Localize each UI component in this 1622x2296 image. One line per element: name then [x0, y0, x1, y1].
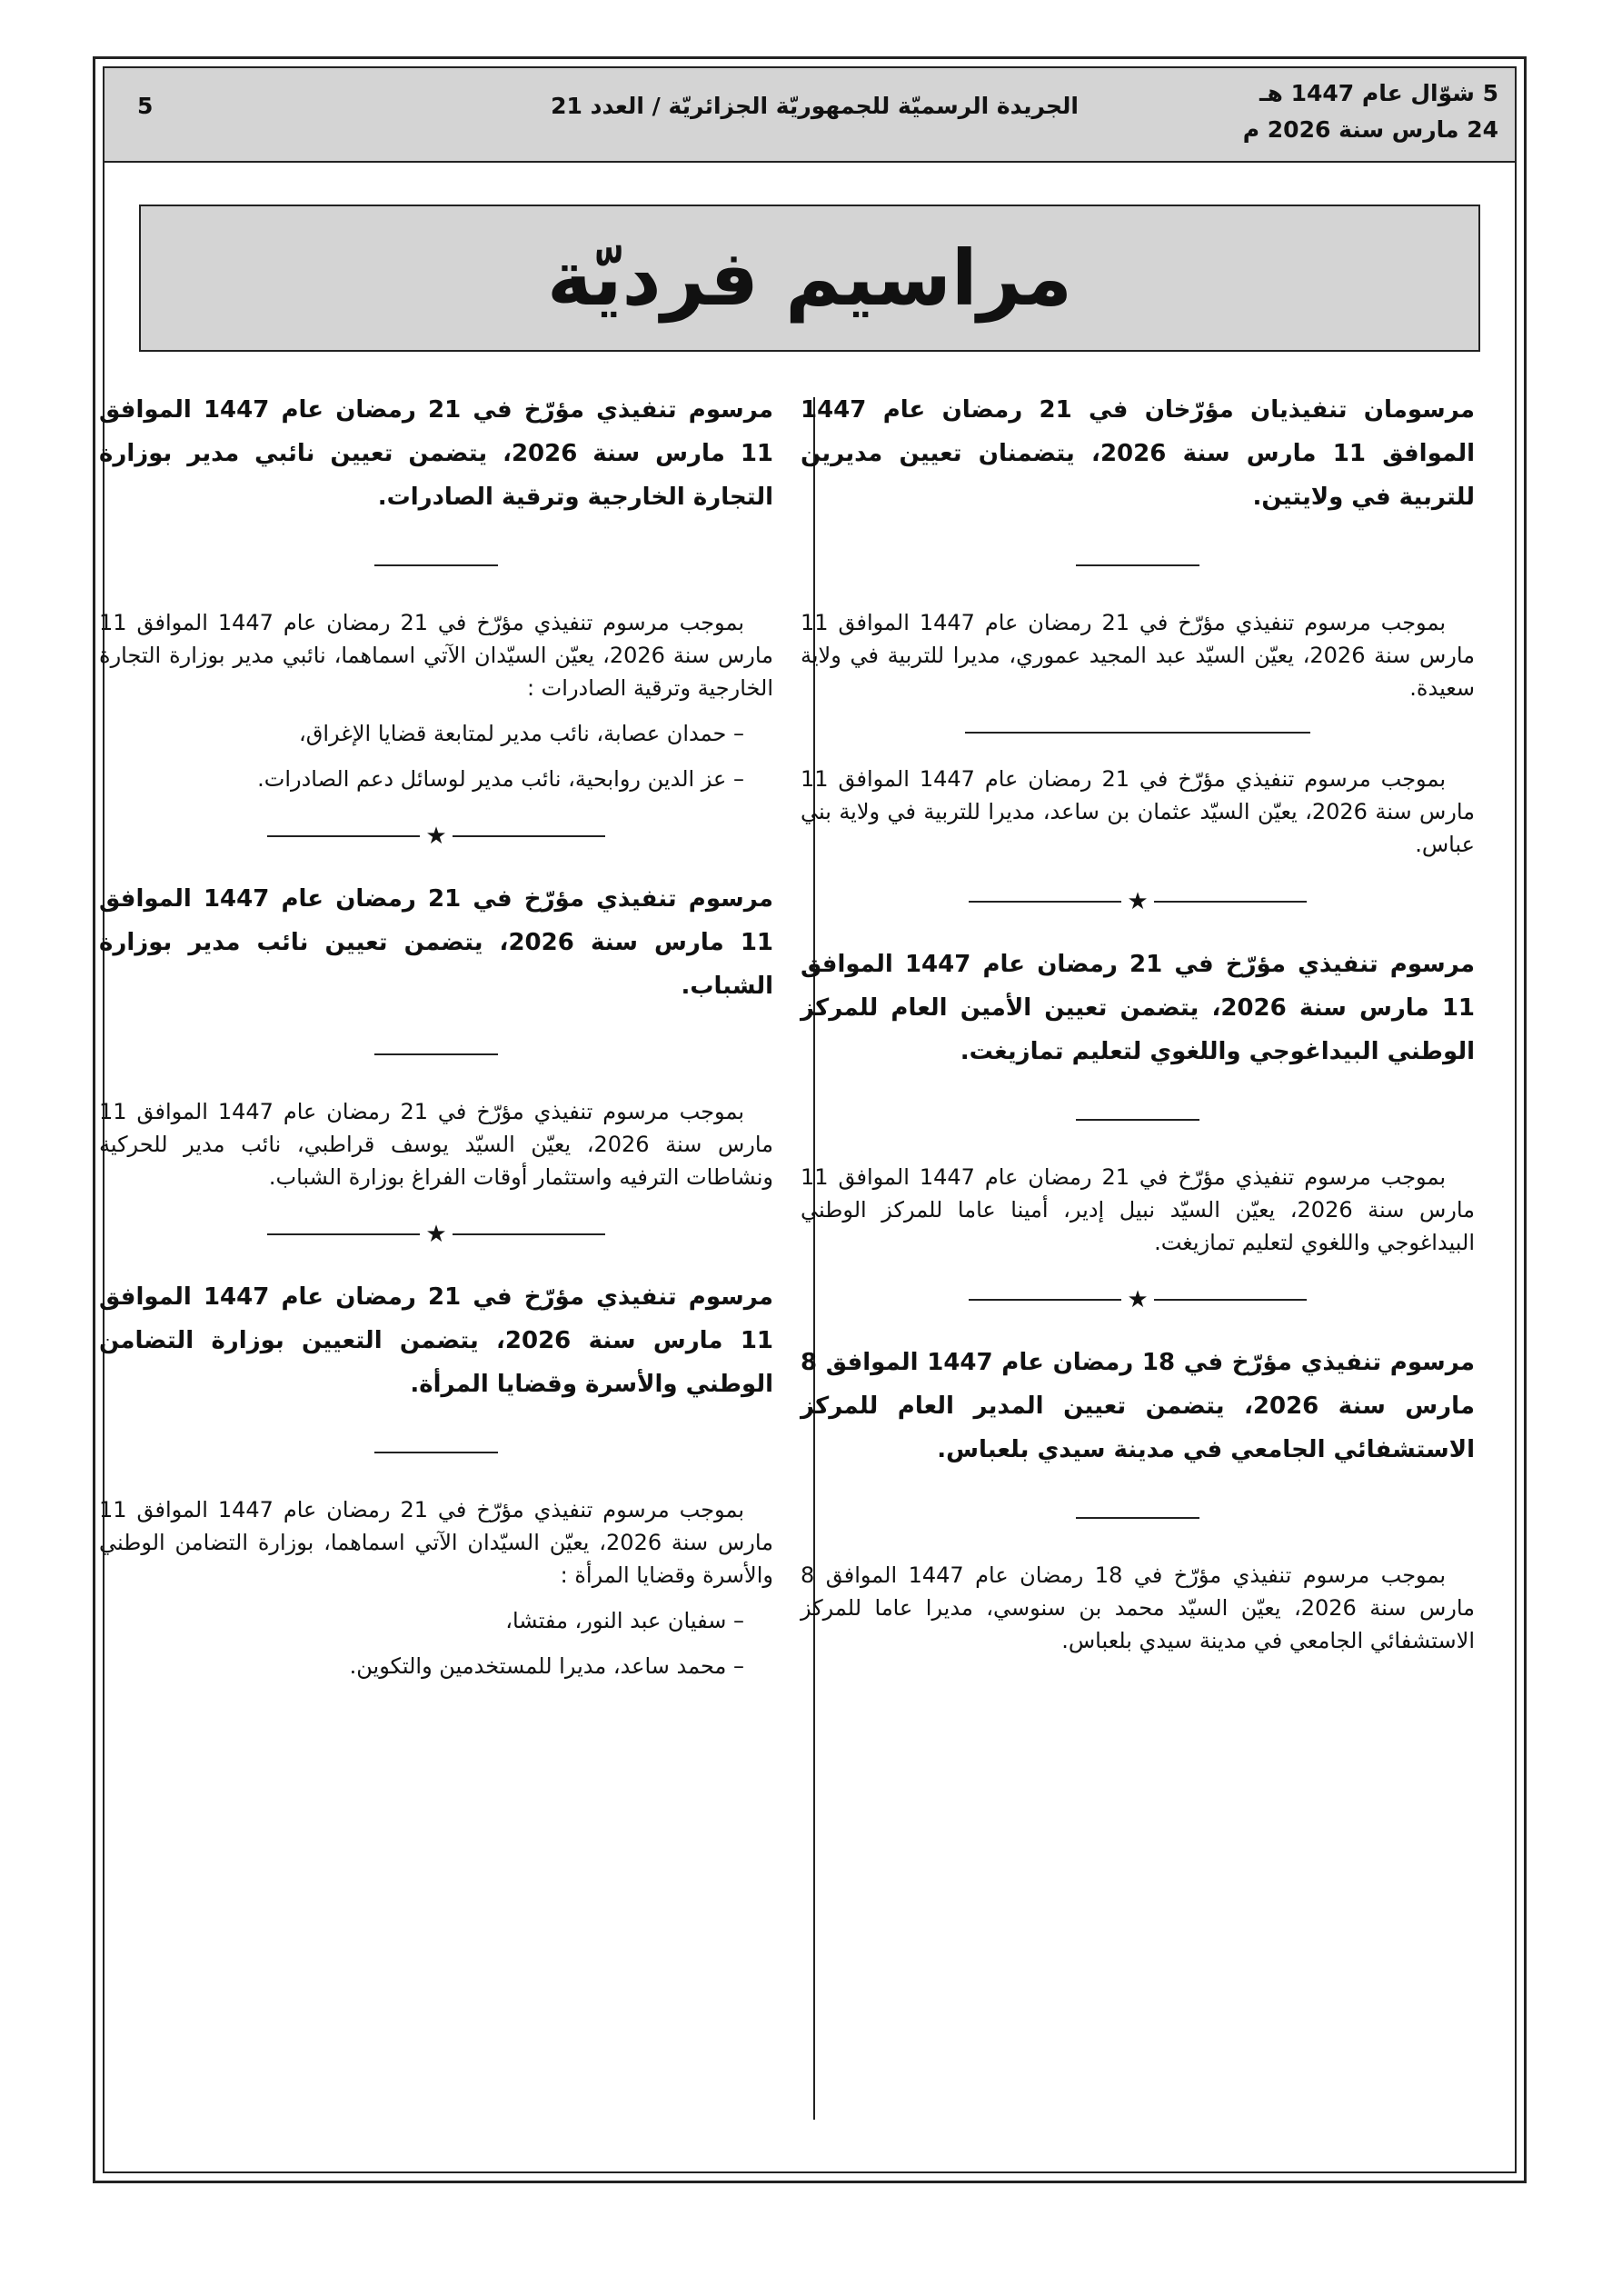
star-divider-line	[969, 901, 1121, 903]
list-item: – سفيان عبد النور، مفتشا،	[505, 1608, 744, 1633]
list-item: – حمدان عصابة، نائب مدير لمتابعة قضايا الإغراق،	[299, 721, 744, 746]
header-dates	[1243, 75, 1498, 148]
star-icon: ★	[1127, 1286, 1149, 1313]
decree-title: مرسوم تنفيذي مؤرّخ في 21 رمضان عام 1447 الموافق 11 مارس سنة 2026، يتضمن التعيين بوزارة التضامن الوطني والأسرة وقضايا المرأة.	[99, 1283, 774, 1398]
star-divider	[801, 1286, 1475, 1313]
decree-body: بموجب مرسوم تنفيذي مؤرّخ في 21 رمضان عام 1447 الموافق 11 مارس سنة 2026، يعيّن السيّد عبد المجيد عموري، مديرا للتربية في ولاية سعيدة.	[801, 610, 1476, 701]
list-item: – عز الدين روابحية، نائب مدير لوسائل دعم الصادرات.	[257, 766, 744, 792]
header-title: الجريدة الرسميّة للجمهوريّة الجزائريّة / العدد 21	[551, 93, 1079, 119]
short-divider	[1076, 1517, 1199, 1519]
header-date-hijri: 5 شوّال عام 1447 هـ	[1259, 80, 1498, 106]
star-divider	[801, 888, 1475, 915]
decree-body: بموجب مرسوم تنفيذي مؤرّخ في 21 رمضان عام 1447 الموافق 11 مارس سنة 2026، يعيّن السيّد عثمان بن ساعد، مديرا للتربية في ولاية بني عباس.	[801, 766, 1476, 857]
right-column	[801, 388, 1475, 1657]
star-icon: ★	[425, 823, 447, 850]
short-divider	[1076, 1119, 1199, 1121]
short-divider	[374, 1452, 498, 1453]
banner-title: مراسيم فرديّة	[547, 234, 1072, 323]
page-number: 5	[137, 93, 154, 119]
long-divider	[965, 732, 1310, 734]
decree-title: مرسوم تنفيذي مؤرّخ في 21 رمضان عام 1447 الموافق 11 مارس سنة 2026، يتضمن تعيين نائب مدير بوزارة الشباب.	[99, 885, 774, 1000]
decree-title: مرسوم تنفيذي مؤرّخ في 18 رمضان عام 1447 الموافق 8 مارس سنة 2026، يتضمن تعيين المدير العام للمركز الاستشفائي الجامعي في مدينة سيدي بلعباس.	[801, 1349, 1476, 1463]
page-inner-frame	[99, 66, 1517, 2173]
decree-title: مرسوم تنفيذي مؤرّخ في 21 رمضان عام 1447 الموافق 11 مارس سنة 2026، يتضمن تعيين الأمين العام للمركز الوطني البيداغوجي واللغوي لتعليم تمازيغت.	[801, 951, 1475, 1065]
star-divider	[99, 823, 773, 850]
decree-body: بموجب مرسوم تنفيذي مؤرّخ في 18 رمضان عام 1447 الموافق 8 مارس سنة 2026، يعيّن السيّد محمد بن سنوسي، مديرا عاما للمركز الاستشفائي الجامعي في مدينة سيدي بلعباس.	[801, 1562, 1475, 1653]
page-frame	[93, 56, 1527, 2183]
left-column	[99, 388, 773, 1682]
star-divider-line	[267, 835, 420, 837]
short-divider	[374, 564, 498, 566]
decree-body: بموجب مرسوم تنفيذي مؤرّخ في 21 رمضان عام 1447 الموافق 11 مارس سنة 2026، يعيّن السيّد نبيل إدير، أمينا عاما للمركز الوطني البيداغوجي واللغوي لتعليم تمازيغت.	[801, 1164, 1476, 1255]
star-divider-line	[1154, 1299, 1307, 1301]
star-divider-line	[453, 835, 605, 837]
short-divider	[1076, 564, 1199, 566]
star-divider-line	[969, 1299, 1121, 1301]
decree-body: بموجب مرسوم تنفيذي مؤرّخ في 21 رمضان عام 1447 الموافق 11 مارس سنة 2026، يعيّن السيّد يوسف قراطبي، نائب مدير للحركية ونشاطات الترفيه واستثمار أوقات الفراغ بوزارة الشباب.	[99, 1099, 774, 1190]
star-icon: ★	[1127, 888, 1149, 915]
decree-title: مرسوم تنفيذي مؤرّخ في 21 رمضان عام 1447 الموافق 11 مارس سنة 2026، يتضمن تعيين نائبي مدير بوزارة التجارة الخارجية وترقية الصادرات.	[99, 396, 773, 511]
short-divider	[374, 1053, 498, 1055]
gazette-header	[104, 68, 1515, 163]
star-divider-line	[453, 1233, 605, 1235]
decree-body: بموجب مرسوم تنفيذي مؤرّخ في 21 رمضان عام 1447 الموافق 11 مارس سنة 2026، يعيّن السيّدان الآتي اسماهما، بوزارة التضامن الوطني والأسرة وقضايا المرأة :	[99, 1497, 774, 1588]
section-banner	[139, 205, 1480, 352]
star-divider	[99, 1221, 773, 1248]
decree-title: مرسومان تنفيذيان مؤرّخان في 21 رمضان عام 1447 الموافق 11 مارس سنة 2026، يتضمنان تعيين مديرين للتربية في ولايتين.	[801, 396, 1476, 511]
decree-body: بموجب مرسوم تنفيذي مؤرّخ في 21 رمضان عام 1447 الموافق 11 مارس سنة 2026، يعيّن السيّدان الآتي اسماهما، نائبي مدير بوزارة التجارة الخارجية وترقية الصادرات :	[99, 610, 773, 701]
star-divider-line	[267, 1233, 420, 1235]
star-icon: ★	[425, 1221, 447, 1248]
star-divider-line	[1154, 901, 1307, 903]
header-date-gregorian: 24 مارس سنة 2026 م	[1242, 116, 1498, 143]
list-item: – محمد ساعد، مديرا للمستخدمين والتكوين.	[349, 1653, 744, 1679]
